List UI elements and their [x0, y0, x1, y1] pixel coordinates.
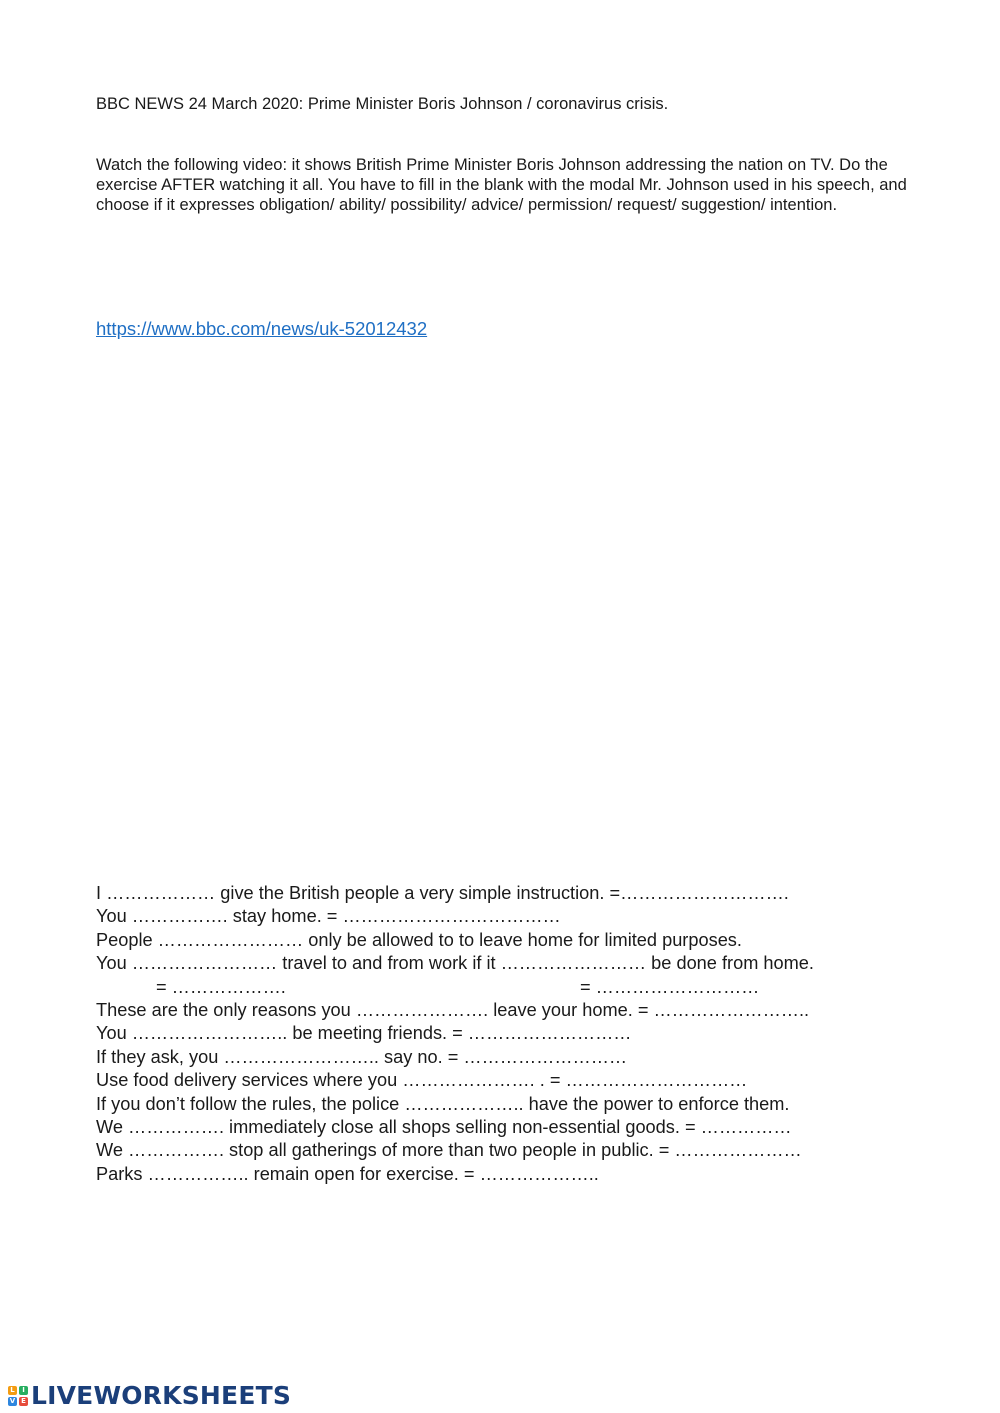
- exercise-line-4: You …………………… travel to and from work if it …………………… be done from home.: [96, 953, 814, 974]
- exercise-line-5: [96, 976, 956, 999]
- exercise-line-3: People …………………… only be allowed to to leave home for limited purposes.: [96, 929, 742, 950]
- worksheet-title: BBC NEWS 24 March 2020: Prime Minister Boris Johnson / coronavirus crisis.: [96, 95, 669, 113]
- exercise-line-9: Use food delivery services where you …………………. . = …………………………: [96, 1070, 748, 1091]
- logo-cell-4: E: [19, 1397, 28, 1406]
- exercise-line-6: These are the only reasons you …………………. leave your home. = ……………………..: [96, 999, 810, 1020]
- exercise-list: [96, 882, 956, 1186]
- answer-blank-b: = ………………………: [580, 976, 760, 997]
- exercise-line-1: I ……………… give the British people a very simple instruction. =……………………….: [96, 883, 789, 903]
- logo-cell-3: V: [9, 1397, 16, 1405]
- exercise-line-11: We ……………. immediately close all shops selling non-essential goods. = ……………: [96, 1116, 792, 1137]
- instructions-paragraph: Watch the following video: it shows British Prime Minister Boris Johnson addressing the nation on TV. Do the exercise AFTER watching it all. You have to fill in the blank with the modal Mr. Johnson used in his speech, and choose if it expresses obligation/ ability/ possibility/ advice/ permission/ request/ suggestion/ intention.: [96, 156, 907, 214]
- logo-wordmark: LIVEWORKSHEETS: [31, 1381, 292, 1410]
- logo-mark-icon: [8, 1386, 28, 1406]
- exercise-line-7: You …………………….. be meeting friends. = ………………………: [96, 1023, 632, 1044]
- exercise-line-8: If they ask, you …………………….. say no. = ………………………: [96, 1046, 628, 1067]
- exercise-line-2: You ……………. stay home. = ………………………………: [96, 906, 561, 927]
- answer-blank-a: = ……………….: [156, 976, 286, 997]
- exercise-line-13: Parks …………….. remain open for exercise. = ………………..: [96, 1163, 599, 1184]
- video-link[interactable]: https://www.bbc.com/news/uk-52012432: [96, 318, 428, 339]
- exercise-line-10: If you don’t follow the rules, the police ……………….. have the power to enforce them.: [96, 1093, 790, 1114]
- logo-cell-1: L: [8, 1386, 17, 1395]
- liveworksheets-logo: [8, 1381, 291, 1411]
- logo-cell-2: I: [19, 1386, 28, 1395]
- exercise-line-12: We ……………. stop all gatherings of more than two people in public. = …………………: [96, 1140, 802, 1161]
